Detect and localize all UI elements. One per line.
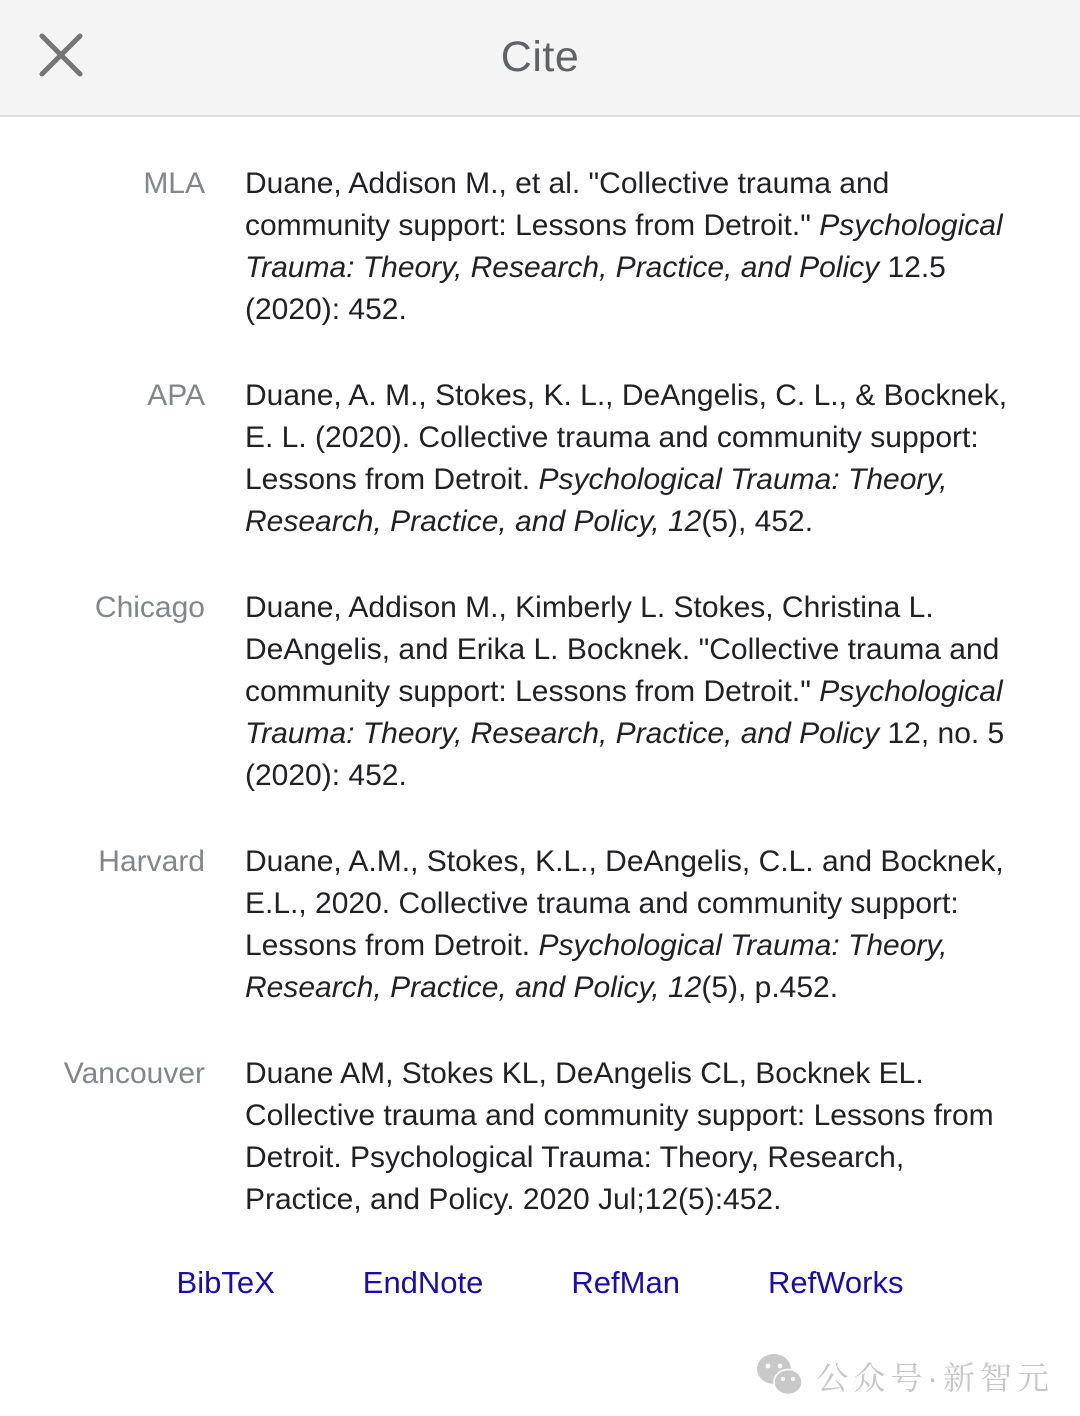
citation-text: Duane, A. M., Stokes, K. L., DeAngelis, C. L., & Bocknek, E. L. (2020). Collective trauma and community support: Lessons from Detroit. Psychological Trauma: Theory, Research, Practice, and Policy, 12(5), 452. (245, 379, 1008, 538)
export-link-endnote[interactable]: EndNote (362, 1265, 484, 1300)
citation-row-apa (0, 375, 1080, 543)
close-button[interactable] (30, 24, 92, 86)
citation-list (0, 117, 1080, 1221)
watermark-text: 公众号·新智元 (816, 1360, 1054, 1396)
citation-style-label: Vancouver (63, 1057, 205, 1090)
citation-style-label: MLA (143, 167, 205, 200)
export-link-bibtex[interactable]: BibTeX (176, 1265, 275, 1300)
citation-row-vancouver (0, 1053, 1080, 1221)
dialog-title: Cite (500, 33, 580, 81)
dialog-header (0, 0, 1080, 117)
citation-row-harvard (0, 841, 1080, 1009)
close-icon (37, 31, 85, 79)
citation-text: Duane, Addison M., Kimberly L. Stokes, Christina L. DeAngelis, and Erika L. Bocknek. "Collective trauma and community support: Lessons from Detroit." Psychological Trauma: Theory, Research, Practice, and Policy 12, no. 5 (2020): 452. (245, 591, 1005, 792)
citation-style-label: Harvard (98, 845, 205, 878)
export-link-refworks[interactable]: RefWorks (767, 1265, 904, 1300)
watermark (754, 1352, 1054, 1400)
citation-row-mla (0, 163, 1080, 331)
citation-text: Duane, A.M., Stokes, K.L., DeAngelis, C.L. and Bocknek, E.L., 2020. Collective trauma and community support: Lessons from Detroit. Psychological Trauma: Theory, Research, Practice, and Policy, 12(5), p.452. (245, 845, 1004, 1004)
citation-text: Duane, Addison M., et al. "Collective trauma and community support: Lessons from Detroit." Psychological Trauma: Theory, Research, Practice, and Policy 12.5 (2020): 452. (245, 167, 1003, 326)
wechat-icon (754, 1352, 806, 1400)
citation-style-label: Chicago (94, 591, 205, 624)
citation-row-chicago (0, 587, 1080, 797)
export-link-refman[interactable]: RefMan (571, 1265, 680, 1300)
export-links-row (0, 1265, 1080, 1301)
citation-text: Duane AM, Stokes KL, DeAngelis CL, Bocknek EL. Collective trauma and community support: Lessons from Detroit. Psychological Trauma: Theory, Research, Practice, and Policy. 2020 Jul;12(5):452. (245, 1057, 994, 1216)
citation-style-label: APA (147, 379, 205, 412)
